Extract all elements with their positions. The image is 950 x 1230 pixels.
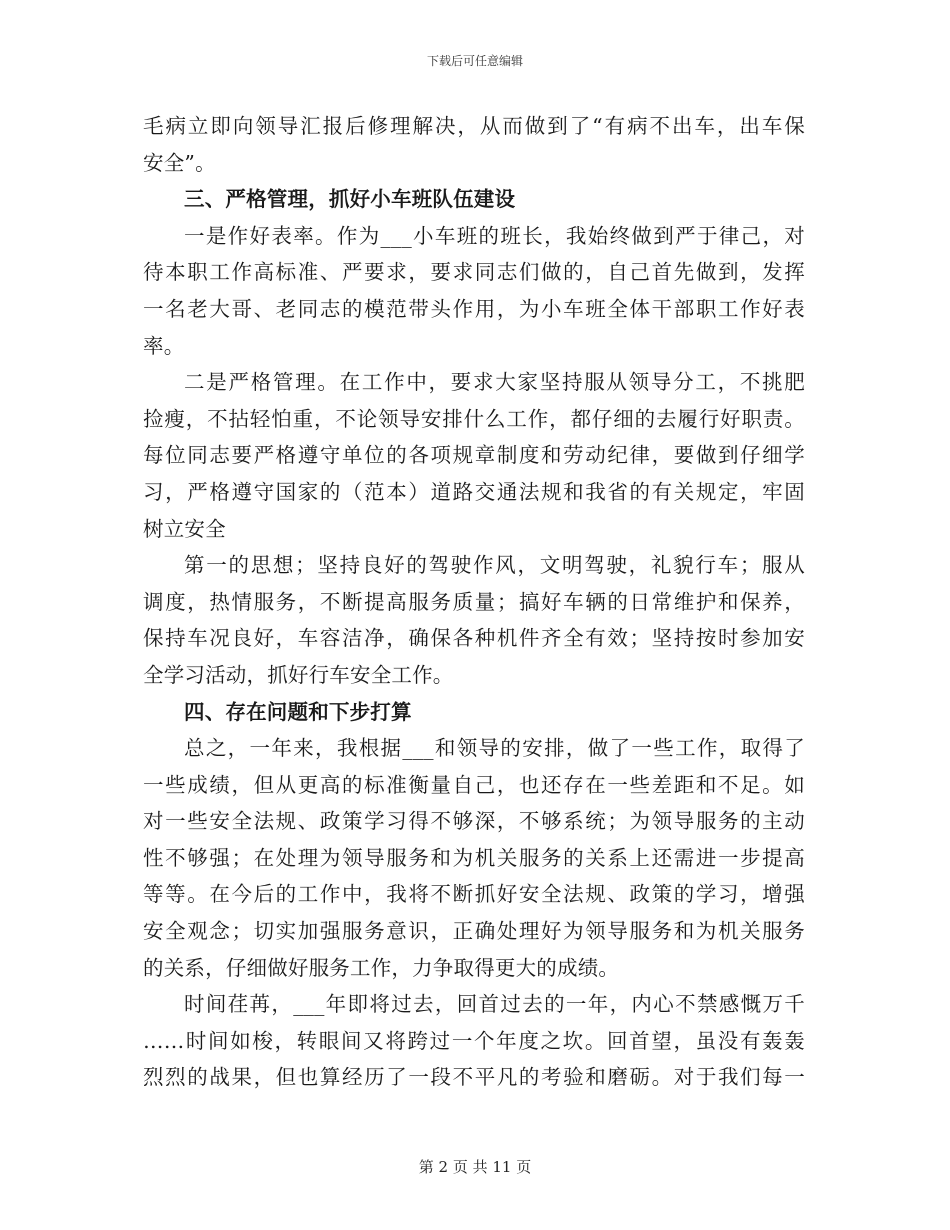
text-line: ……时间如梭，转眼间又将跨过一个年度之坎。回首望，虽没有轰轰 bbox=[143, 1028, 805, 1053]
document-body bbox=[143, 108, 805, 1096]
text-line: 一些成绩，但从更高的标准衡量自己，也还存在一些差距和不足。如 bbox=[143, 772, 805, 797]
text-line: 毛病立即向领导汇报后修理解决，从而做到了“有病不出车，出车保 bbox=[143, 114, 805, 138]
text-line: 调度，热情服务，不断提高服务质量；搞好车辆的日常维护和保养， bbox=[143, 589, 805, 614]
text-line: 保持车况良好，车容洁净，确保各种机件齐全有效；坚持按时参加安 bbox=[143, 626, 805, 651]
page-footer: 第 2 页 共 11 页 bbox=[418, 1158, 532, 1176]
text-line: 第一的思想；坚持良好的驾驶作风，文明驾驶，礼貌行车；服从 bbox=[184, 553, 805, 578]
text-line: 的关系，仔细做好服务工作，力争取得更大的成绩。 bbox=[143, 955, 620, 980]
text-line: 等等。在今后的工作中，我将不断抓好安全法规、政策的学习，增强 bbox=[143, 882, 805, 907]
text-line: 二是严格管理。在工作中，要求大家坚持服从领导分工，不挑肥 bbox=[184, 370, 805, 395]
text-line: 性不够强；在处理为领导服务和为机关服务的关系上还需进一步提高 bbox=[143, 845, 805, 870]
text-line: 安全”。 bbox=[143, 150, 216, 175]
text-line: 习，严格遵守国家的（范本）道路交通法规和我省的有关规定，牢固 bbox=[143, 479, 805, 504]
text-line: 时间荏苒，___年即将过去，回首过去的一年，内心不禁感慨万千 bbox=[184, 992, 805, 1017]
text-line: 率。 bbox=[143, 333, 185, 358]
page-header: 下载后可任意编辑 bbox=[426, 54, 523, 68]
text-line: 对一些安全法规、政策学习得不够深，不够系统；为领导服务的主动 bbox=[143, 809, 805, 834]
text-line: 总之，一年来，我根据___和领导的安排，做了一些工作，取得了 bbox=[184, 736, 805, 761]
text-line: 全学习活动，抓好行车安全工作。 bbox=[143, 662, 454, 687]
text-line: 一是作好表率。作为___小车班的班长，我始终做到严于律己，对 bbox=[184, 223, 805, 248]
text-line: 捡瘦，不拈轻怕重，不论领导安排什么工作，都仔细的去履行好职责。 bbox=[143, 406, 805, 431]
text-line: 安全观念；切实加强服务意识，正确处理好为领导服务和为机关服务 bbox=[143, 919, 805, 944]
section-heading: 四、存在问题和下步打算 bbox=[184, 699, 412, 724]
text-line: 烈烈的战果，但也算经历了一段不平凡的考验和磨砺。对于我们每一 bbox=[143, 1065, 805, 1090]
section-heading: 三、严格管理，抓好小车班队伍建设 bbox=[184, 187, 516, 212]
text-line: 每位同志要严格遵守单位的各项规章制度和劳动纪律，要做到仔细学 bbox=[143, 443, 805, 468]
text-line: 待本职工作高标准、严要求，要求同志们做的，自己首先做到，发挥 bbox=[143, 260, 805, 285]
text-line: 树立安全 bbox=[143, 516, 226, 541]
text-line: 一名老大哥、老同志的模范带头作用，为小车班全体干部职工作好表 bbox=[143, 296, 805, 321]
